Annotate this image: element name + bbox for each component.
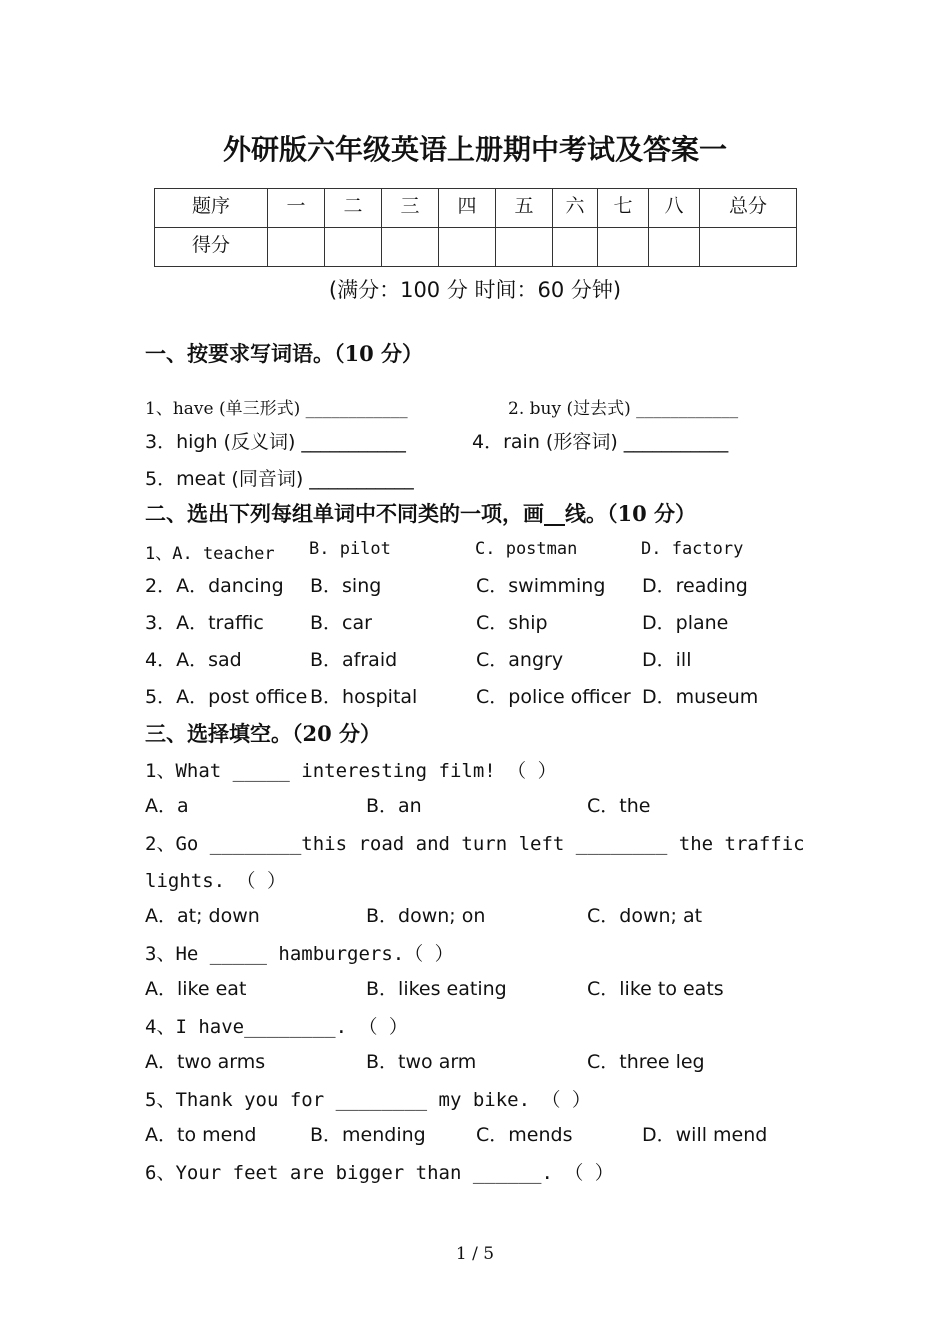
option: D．plane	[642, 612, 729, 634]
score-cell	[268, 228, 325, 267]
option: B．sing	[310, 575, 382, 597]
question-text: 2、Go ________this road and turn left ________ the traffic	[145, 833, 805, 855]
question-text: lights. （ ）	[145, 870, 286, 892]
page-title: 外研版六年级英语上册期中考试及答案一	[222, 133, 727, 166]
table-header-cell: 七	[598, 189, 649, 228]
option: 5．A．post office	[145, 686, 308, 708]
option: B．two arm	[366, 1051, 477, 1073]
score-table	[154, 188, 797, 267]
score-cell	[325, 228, 382, 267]
score-cell	[553, 228, 598, 267]
question-text: 5．meat (同音词) ___________	[145, 468, 414, 490]
score-cell	[382, 228, 439, 267]
table-header-cell: 三	[382, 189, 439, 228]
page-number: 1 / 5	[455, 1244, 495, 1264]
option: 3．A．traffic	[145, 612, 264, 634]
question-text: 1、What _____ interesting film! （ ）	[145, 760, 557, 782]
score-cell	[598, 228, 649, 267]
option: C．ship	[476, 612, 548, 634]
question-text: 1、have (单三形式) ____________	[145, 399, 408, 419]
table-header-cell: 四	[439, 189, 496, 228]
question-text: 2. buy (过去式) ____________	[508, 399, 739, 419]
option: C．angry	[476, 649, 564, 671]
option: 1、A. teacher	[145, 544, 275, 564]
section-heading: 三、选择填空。（20 分）	[145, 721, 382, 746]
option: C．down; at	[587, 905, 703, 927]
option: A．to mend	[145, 1124, 257, 1146]
score-cell	[700, 228, 797, 267]
question-text: 6、Your feet are bigger than ______. （ ）	[145, 1162, 614, 1184]
option: B．down; on	[366, 905, 486, 927]
option: B．mending	[310, 1124, 426, 1146]
score-cell	[496, 228, 553, 267]
option: D．reading	[642, 575, 748, 597]
question-text: 5、Thank you for ________ my bike. （ ）	[145, 1089, 591, 1111]
question-text: 4、I have________. （ ）	[145, 1016, 408, 1038]
option: 2．A．dancing	[145, 575, 284, 597]
option: C．police officer	[476, 686, 631, 708]
option: D. factory	[641, 539, 744, 559]
score-cell	[439, 228, 496, 267]
option: D．museum	[642, 686, 759, 708]
option: B．hospital	[310, 686, 418, 708]
score-table-score-row	[155, 228, 797, 267]
option: B．afraid	[310, 649, 398, 671]
option: B．likes eating	[366, 978, 507, 1000]
option: B．an	[366, 795, 422, 817]
option: 4．A．sad	[145, 649, 242, 671]
table-header-cell: 八	[649, 189, 700, 228]
option: C．like to eats	[587, 978, 724, 1000]
question-text: 4．rain (形容词) ___________	[472, 431, 729, 453]
table-header-cell: 题序	[155, 189, 268, 228]
exam-meta: (满分：100 分 时间：60 分钟)	[328, 278, 622, 302]
option: D．ill	[642, 649, 692, 671]
question-text: 3、He _____ hamburgers.（ ）	[145, 943, 454, 965]
score-cell	[649, 228, 700, 267]
option: B. pilot	[309, 539, 391, 559]
option: A．a	[145, 795, 189, 817]
section-heading: 二、选出下列每组单词中不同类的一项，画__线。（10 分）	[145, 501, 697, 526]
table-header-cell: 一	[268, 189, 325, 228]
option: C．mends	[476, 1124, 573, 1146]
option: C．three leg	[587, 1051, 705, 1073]
option: A．two arms	[145, 1051, 266, 1073]
table-header-cell: 五	[496, 189, 553, 228]
table-header-cell: 六	[553, 189, 598, 228]
option: C．swimming	[476, 575, 606, 597]
option: A．at; down	[145, 905, 260, 927]
score-table-header-row	[155, 189, 797, 228]
option: A．like eat	[145, 978, 247, 1000]
option: C. postman	[475, 539, 578, 559]
option: C．the	[587, 795, 651, 817]
option: B．car	[310, 612, 372, 634]
question-text: 3．high (反义词) ___________	[145, 431, 406, 453]
option: D．will mend	[642, 1124, 768, 1146]
table-row-label: 得分	[155, 228, 268, 267]
table-header-cell: 二	[325, 189, 382, 228]
table-header-cell: 总分	[700, 189, 797, 228]
section-heading: 一、按要求写词语。（10 分）	[145, 341, 424, 366]
